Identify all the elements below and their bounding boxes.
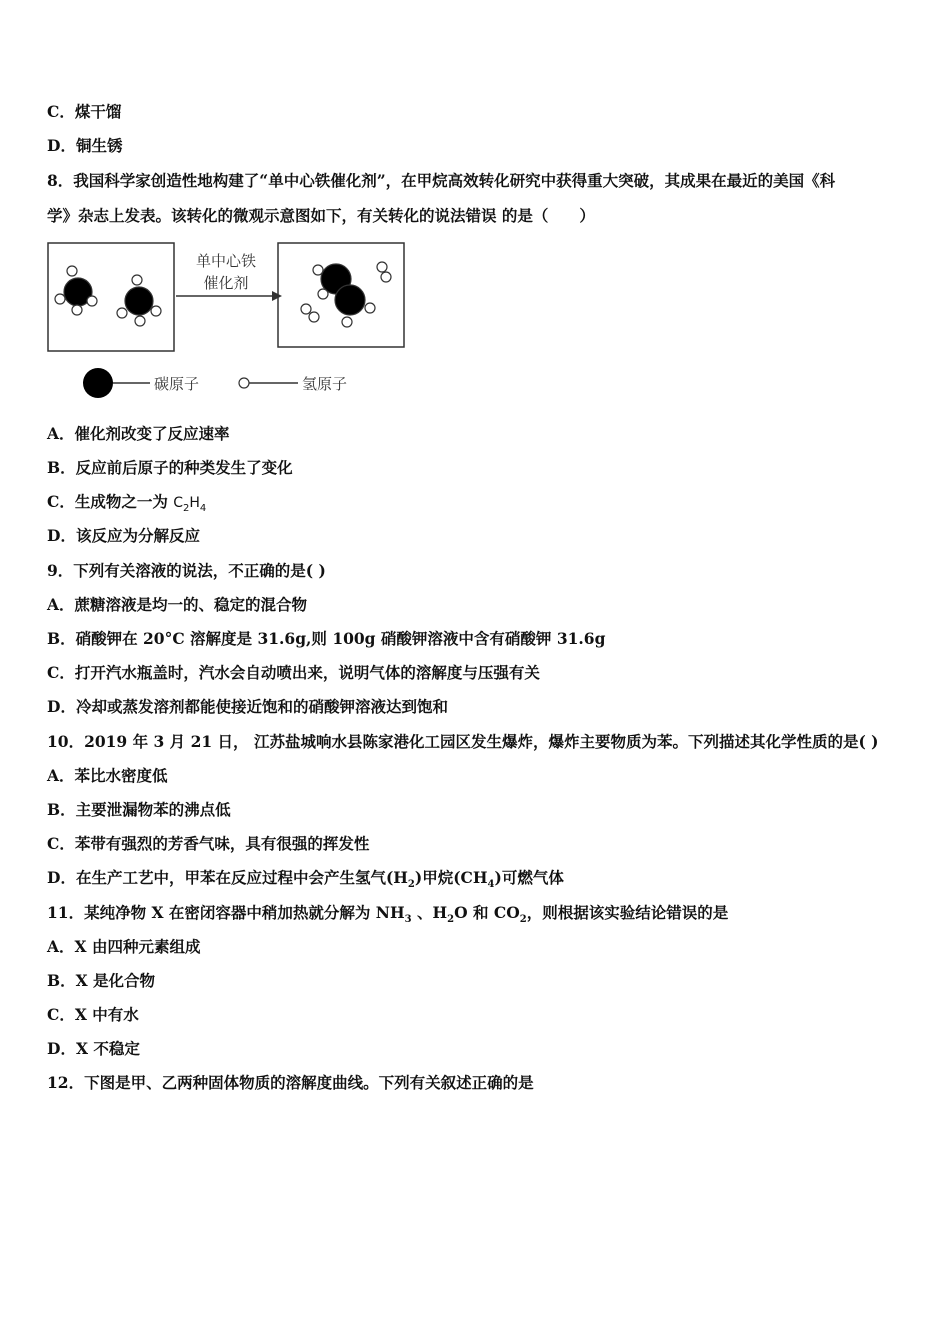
hydrogen-atom <box>377 262 387 272</box>
catalyst-label-line1: 单中心铁 <box>195 252 257 270</box>
legend-carbon-label: 碳原子 <box>154 375 200 393</box>
hydrogen-atom <box>55 294 65 304</box>
q7-option-d: D．铜生锈 <box>47 136 123 155</box>
hydrogen-atom <box>151 306 161 316</box>
q10-option-a: A．苯比水密度低 <box>47 766 168 785</box>
q8-stem-line1: 8．我国科学家创造性地构建了“单中心铁催化剂”，在甲烷高效转化研究中获得重大突破，其成果在最近的美国《科 <box>47 171 836 190</box>
formula-c2h4: $C_2H_4$ <box>173 495 207 514</box>
q11-option-a: A．X 由四种元素组成 <box>47 937 201 956</box>
legend-carbon-symbol <box>83 368 113 398</box>
hydrogen-atom <box>72 305 82 315</box>
q10-option-b: B．主要泄漏物苯的沸点低 <box>47 800 231 819</box>
hydrogen-atom <box>301 304 311 314</box>
methane-molecule-2 <box>117 275 161 326</box>
hydrogen-molecule-2 <box>301 304 319 322</box>
hydrogen-atom <box>117 308 127 318</box>
legend-hydrogen <box>239 375 347 393</box>
methane-molecule-1 <box>55 266 97 315</box>
q10-option-c: C．苯带有强烈的芳香气味，具有很强的挥发性 <box>47 834 370 853</box>
hydrogen-atom <box>381 272 391 282</box>
q8-option-c: C．生成物之一为 $C_2H_4$ <box>47 492 207 514</box>
q10-stem: 10．2019 年 3 月 21 日， 江苏盐城响水县陈家港化工园区发生爆炸，爆炸主要物质为苯。下列描述其化学性质的是( ) <box>47 732 879 751</box>
reaction-micro-diagram <box>44 238 424 408</box>
q8-option-a: A．催化剂改变了反应速率 <box>47 424 230 443</box>
hydrogen-molecule-1 <box>377 262 391 282</box>
q12-stem: 12．下图是甲、乙两种固体物质的溶解度曲线。下列有关叙述正确的是 <box>47 1073 534 1092</box>
arrow-head <box>272 291 282 301</box>
hydrogen-atom <box>365 303 375 313</box>
q9-option-b: B．硝酸钾在 20°C 溶解度是 31.6g,则 100g 硝酸钾溶液中含有硝酸钾 31.6g <box>47 629 606 648</box>
q9-option-d: D．冷却或蒸发溶剂都能使接近饱和的硝酸钾溶液达到饱和 <box>47 697 448 716</box>
q10-option-d: D．在生产工艺中，甲苯在反应过程中会产生氢气$(H_2)$甲烷$(CH_4)$可燃气体 <box>47 868 564 891</box>
q8-stem-line2: 学》杂志上发表。该转化的微观示意图如下，有关转化的说法错误 的是（ ） <box>47 206 595 225</box>
hydrogen-atom <box>67 266 77 276</box>
legend-carbon <box>83 368 199 398</box>
q7-option-c: C．煤干馏 <box>47 102 122 121</box>
q11-option-b: B．X 是化合物 <box>47 971 156 990</box>
q11-option-c: C．X 中有水 <box>47 1005 139 1024</box>
catalyst-label-line2: 催化剂 <box>203 274 249 292</box>
hydrogen-atom <box>87 296 97 306</box>
q9-option-c: C．打开汽水瓶盖时，汽水会自动喷出来，说明气体的溶解度与压强有关 <box>47 663 540 682</box>
q9-stem: 9．下列有关溶液的说法，不正确的是( ) <box>47 561 326 580</box>
q11-option-d: D．X 不稳定 <box>47 1039 140 1058</box>
hydrogen-atom <box>342 317 352 327</box>
q8-option-b: B．反应前后原子的种类发生了变化 <box>47 458 293 477</box>
hydrogen-atom <box>132 275 142 285</box>
carbon-atom <box>125 287 153 315</box>
legend-hydrogen-symbol <box>239 378 249 388</box>
carbon-atom <box>335 285 365 315</box>
legend-hydrogen-label: 氢原子 <box>302 375 348 393</box>
hydrogen-atom <box>135 316 145 326</box>
q9-option-a: A．蔗糖溶液是均一的、稳定的混合物 <box>47 595 308 614</box>
ethylene-molecule <box>313 264 375 327</box>
q8-option-d: D．该反应为分解反应 <box>47 526 200 545</box>
hydrogen-atom <box>309 312 319 322</box>
q11-stem: 11．某纯净物 X 在密闭容器中稍加热就分解为 $NH_3$ 、$H_2O$ 和 $CO_2$，则根据该实验结论错误的是 <box>47 903 729 926</box>
hydrogen-atom <box>318 289 328 299</box>
